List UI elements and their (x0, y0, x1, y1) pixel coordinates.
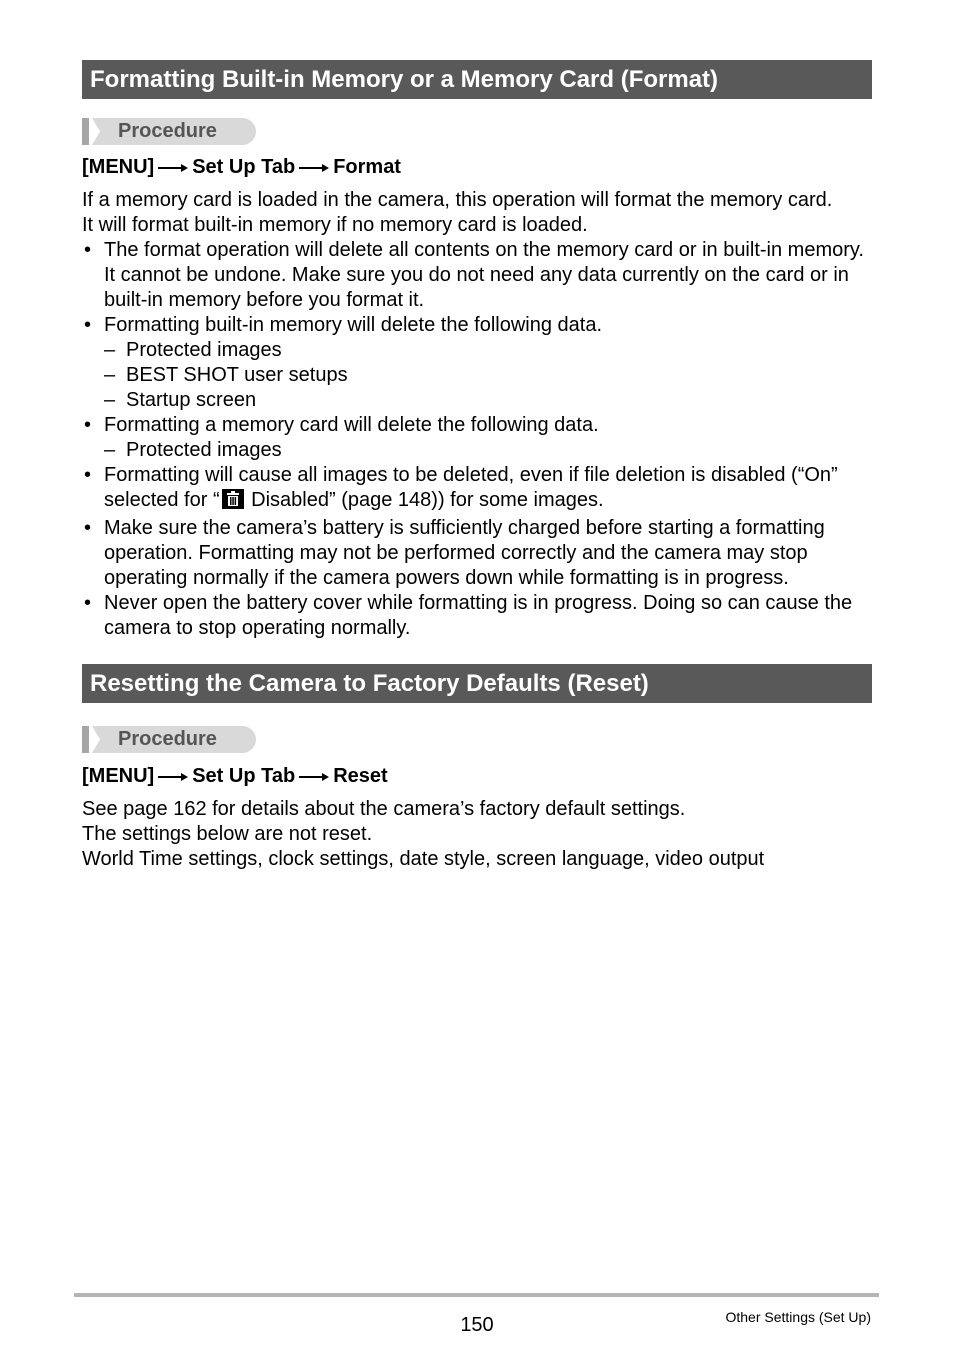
arrow-right-icon (295, 763, 333, 789)
bullet-text: Make sure the camera’s battery is sufficiently charged before starting a formatting operation. Formatting may not be performed correctly and the camera may stop operating normally if the camera powers down while formatting is in progress. (104, 517, 825, 589)
menu-path (82, 763, 388, 789)
bullet-text: Formatting built-in memory will delete the following data. (104, 314, 602, 336)
bullet-dot: • (84, 464, 92, 486)
bullet-dot: • (84, 592, 92, 614)
bullet-item (82, 413, 882, 463)
bullet-dot: • (84, 414, 92, 436)
procedure-label: Procedure (118, 120, 217, 142)
procedure-label: Procedure (118, 728, 217, 750)
bullet-dot: • (84, 314, 92, 336)
bullet-text: Never open the battery cover while formatting is in progress. Doing so can cause the camera to stop operating normally. (104, 592, 853, 639)
footer-section-name: Other Settings (Set Up) (725, 1309, 871, 1325)
procedure-badge (82, 118, 256, 145)
sub-item: – Startup screen (104, 389, 257, 411)
sub-item-text: BEST SHOT user setups (126, 364, 348, 386)
bullet-list (82, 238, 882, 641)
bullet-dot: • (84, 517, 92, 539)
sub-item-text: Protected images (126, 339, 282, 361)
bullet-text: The format operation will delete all contents on the memory card or in built-in memory. It cannot be undone. Make sure you do not need any data currently on the card or in built-in memory before you format it. (104, 239, 864, 311)
sub-item: – BEST SHOT user setups (104, 364, 348, 386)
sub-list (104, 338, 882, 413)
bullet-text: Formatting will cause all images to be deleted, even if file deletion is disabled (“On” selected for “ (104, 464, 838, 511)
sub-item-text: Protected images (126, 439, 282, 461)
sub-item-text: Startup screen (126, 389, 257, 411)
menu-path-step: Reset (333, 765, 388, 787)
section-title-reset: Resetting the Camera to Factory Defaults (Reset) (82, 664, 872, 703)
reset-body (82, 797, 882, 872)
bullet-item (82, 313, 882, 413)
procedure-badge (82, 726, 256, 753)
footer-rule (74, 1293, 879, 1297)
paragraph: The settings below are not reset. (82, 823, 373, 845)
bullet-item (82, 591, 869, 641)
menu-path-step: [MENU] (82, 765, 155, 787)
arrow-right-icon (154, 154, 192, 180)
bullet-item (82, 238, 869, 313)
bullet-item (82, 463, 874, 516)
menu-path-step: Set Up Tab (192, 156, 296, 178)
menu-path-step: Set Up Tab (192, 765, 296, 787)
paragraph: World Time settings, clock settings, date style, screen language, video output (82, 848, 765, 870)
arrow-right-icon (295, 154, 333, 180)
paragraph: It will format built-in memory if no memory card is loaded. (82, 214, 588, 236)
bullet-text: Disabled” (page 148)) for some images. (245, 489, 604, 511)
menu-path (82, 154, 401, 180)
sub-item: – Protected images (104, 439, 282, 461)
paragraph: See page 162 for details about the camera’s factory default settings. (82, 798, 686, 820)
bullet-item (82, 516, 869, 591)
sub-list (104, 438, 882, 463)
bullet-text: Formatting a memory card will delete the following data. (104, 414, 599, 436)
page-number: 150 (460, 1314, 494, 1336)
trash-icon (222, 489, 244, 516)
bullet-dot: • (84, 239, 92, 261)
sub-item: – Protected images (104, 339, 282, 361)
section-title-format: Formatting Built-in Memory or a Memory Card (Format) (82, 60, 872, 99)
format-body (82, 188, 882, 641)
arrow-right-icon (154, 763, 192, 789)
menu-path-step: [MENU] (82, 156, 155, 178)
menu-path-step: Format (333, 156, 401, 178)
paragraph: If a memory card is loaded in the camera, this operation will format the memory card. (82, 189, 833, 211)
